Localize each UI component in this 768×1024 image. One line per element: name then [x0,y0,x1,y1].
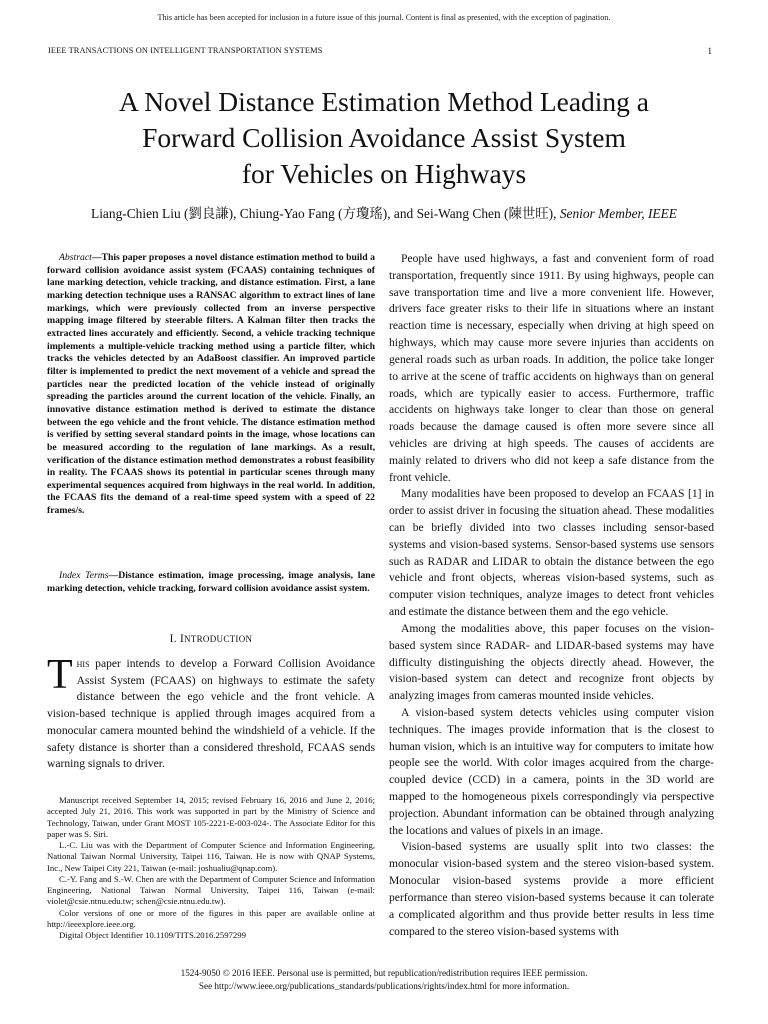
title-line: A Novel Distance Estimation Method Leading a [118,86,650,117]
footnotes [47,795,375,941]
section-title-initial: I [179,633,185,645]
index-terms-text: —Distance estimation, image processing, image analysis, lane marking detection, vehicle tracking, forward collision avoidance assist system. [47,570,375,594]
abstract-label: Abstract [59,252,92,263]
title-line: Forward Collision Avoidance Assist System [142,122,626,153]
intro-text: paper intends to develop a Forward Collision Avoidance Assist System (FCAAS) on highways to estimate the safety distance between the ego vehicle and the front vehicle. A vision-based technique is applied through images acquired from a monocular camera mounted behind the windshield of a vehicle. If the safety distance is shorter than a considered threshold, FCAAS sends warning signals to driver. [47,657,375,771]
rights-link-line: See http://www.ieee.org/publications_standards/publications/rights/index.html for more information. [198,981,570,991]
paragraph: A vision-based system detects vehicles using computer vision techniques. The images provide information that is the closest to human vision, which is an intuitive way for computers to imitate how people see the world. With color images acquired from the charge-coupled device (CCD) in a camera, points in the 3D world are mapped to the homogeneous pixels correspondingly via perspective projection. Abundant information can be obtained through analyzing the locations and values of pixels in an image. [389,705,714,837]
body-text-right [389,251,714,940]
abstract [47,252,375,518]
title-line: for Vehicles on Highways [241,158,527,189]
copyright-footer [0,967,768,993]
acceptance-notice: This article has been accepted for inclusion in a future issue of this journal. Content is final as presented, with the exception of pagination. [157,13,611,22]
index-terms-label: Index Terms [59,570,109,581]
footnote-manuscript: Manuscript received September 14, 2015; revised February 16, 2016 and June 2, 2016; accepted July 21, 2016. This work was supported in part by the Ministry of Science and Technology, Taiwan, under Grant MOST 105-2221-E-003-024-. The Associate Editor for this paper was S. Siri. [47,795,375,839]
section-title-rest: NTRODUCTION [184,634,253,644]
paper-title [40,84,728,192]
intro-first-word: his [76,657,90,670]
footnote-doi: Digital Object Identifier 10.1109/TITS.2016.2597299 [59,930,246,940]
journal-name: IEEE TRANSACTIONS ON INTELLIGENT TRANSPORTATION SYSTEMS [48,46,323,55]
paragraph: Vision-based systems are usually split into two classes: the monocular vision-based system and the stereo vision-based system. Monocular vision-based systems provide a more efficient performance than stereo vision-based systems because it can tolerate a complicated algorithm and thus provide better results in less time compared to the stereo vision-based systems with [389,840,714,938]
section-number: I. [169,633,180,645]
intro-paragraph [47,652,375,773]
footnote-color-versions: Color versions of one or more of the figures in this paper are available online at http://ieeexplore.ieee.org. [47,907,375,929]
paragraph: Among the modalities above, this paper focuses on the vision-based system since RADAR- and LIDAR-based systems may have difficulty distinguishing the objects directly ahead. However, the vision-based system can detect and recognize front objects by analyzing images from cameras mounted inside vehicles. [389,621,714,703]
paragraph: People have used highways, a fast and convenient form of road transportation, frequently since 1911. By using highways, people can save transportation time and live a more convenient life. However, drivers face greater risks to their life in situations where an instant reaction time is necessary, especially when driving at high speed on highways, which may cause more severe injuries than accidents on general roads such as urban roads. In addition, the police take longer to arrive at the scene of traffic accidents on highways than on general roads, which are typically easier to access. Furthermore, traffic accidents on highways take longer to clear than those on general roads because the damage caused is often more severe since all vehicles are driving at high speeds. The causes of accidents are mainly related to drivers who did not keep a safe distance from the front vehicle. [389,252,714,484]
author-membership: Senior Member, IEEE [559,206,677,221]
footnote-author-liu: L.-C. Liu was with the Department of Computer Science and Information Engineering, National Taiwan Normal University, Taipei 116, Taiwan. He is now with QNAP Systems, Inc., New Taipei City 221, Taiwan (e-mail: joshualiu@qnap.com). [47,840,375,873]
author-list [40,203,728,222]
page-number: 1 [707,46,712,56]
copyright-line: 1524-9050 © 2016 IEEE. Personal use is permitted, but republication/redistribution requires IEEE permission. [180,968,588,978]
paragraph: Many modalities have been proposed to develop an FCAAS [1] in order to assist driver in focusing the situation ahead. These modalities can be briefly divided into two classes including sensor-based systems and vision-based systems. Sensor-based systems use sensors such as RADAR and LIDAR to obtain the distance between the ego vehicle and front objects, whereas vision-based systems, such as computer vision techniques, analyze images to detect front vehicles and estimate the distance between them and the ego vehicle. [389,487,714,619]
index-terms [47,570,375,595]
footnote-authors-fang-chen: C.-Y. Fang and S.-W. Chen are with the Department of Computer Science and Information Engineering, National Taiwan Normal University, Taipei 116, Taiwan (e-mail: violet@csie.ntnu.edu.tw; schen@csie.ntnu.edu.tw). [47,873,375,907]
abstract-text: —This paper proposes a novel distance estimation method to build a forward collision avoidance assist system (FCAAS) containing techniques of lane marking detection, vehicle tracking, and distance estimation. First, a lane marking detection technique uses a RANSAC algorithm to extract lines of lane markings, which were previously collected from an inverse perspective mapping image filtered by steerable filters. A Kalman filter then tracks the extracted lines accurately and efficiently. Second, a vehicle tracking technique implements a multiple-vehicle tracking method using a particle filter, which tracks the vehicles detected by an AdaBoost classifier. An improved particle filter is implemented to predict the next movement of a vehicle and spread the particles near the predicted location of the vehicle instead of originally spreading the particles around the current location of the vehicle. Finally, an innovative distance estimation method is derived to estimate the distance between the ego vehicle and the front vehicle. The distance estimation method is verified by setting several standard points in the image, whose locations can be measured according to the regulation of lane markings. As a result, verification of the distance estimation method demonstrates a robust feasibility in reality. The FCAAS shows its potential in particular scenes through many experimental sequences acquired from highways in the real world. In addition, the FCAAS fits the demand of a real-time speed system with a speed of 22 frames/s. [47,252,375,517]
section-heading [47,633,375,645]
author-names: Liang-Chien Liu (劉良謙), Chiung-Yao Fang (方瓊瑤), and Sei-Wang Chen (陳世旺), [91,206,560,221]
drop-cap: T [47,652,73,698]
